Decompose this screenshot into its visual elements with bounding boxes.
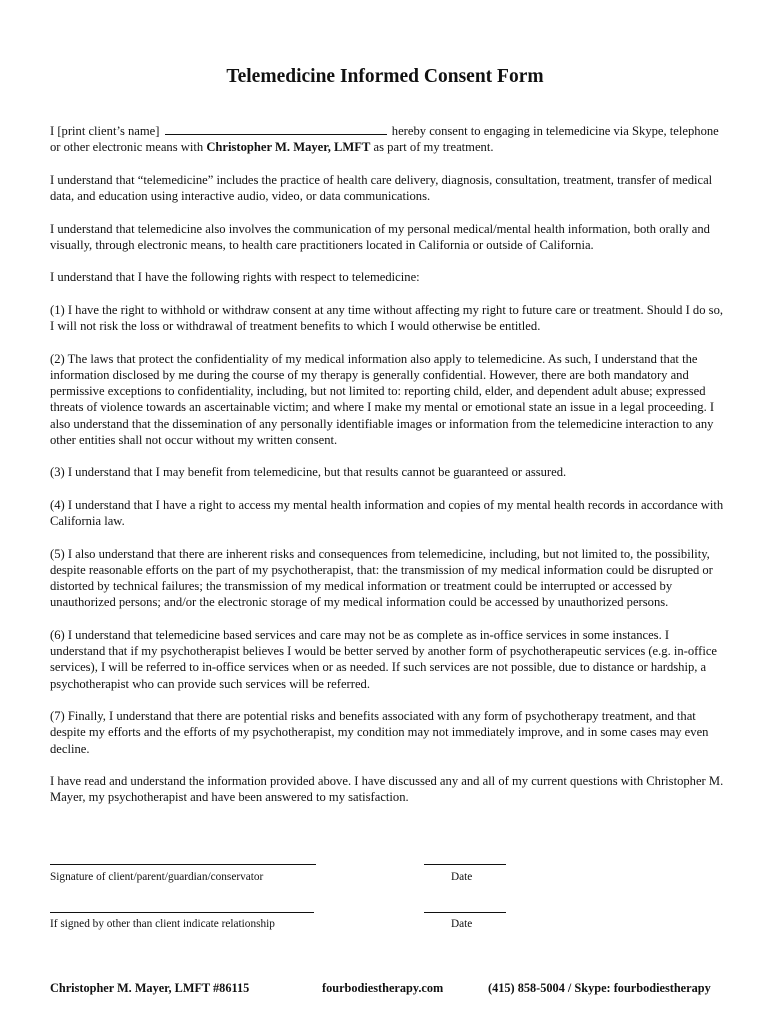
paragraph-rights-intro: I understand that I have the following rights with respect to telemedicine: <box>50 270 420 285</box>
relationship-label: If signed by other than client indicate relationship <box>50 918 275 930</box>
date-line-1[interactable] <box>424 864 506 865</box>
footer-therapist: Christopher M. Mayer, LMFT #86115 <box>50 981 250 995</box>
paragraph-right-4: (4) I understand that I have a right to access my mental health information and copies of my mental health records in accordance with California law. <box>50 497 724 529</box>
paragraph-telemedicine-definition: I understand that “telemedicine” includes the practice of health care delivery, diagnosis, consultation, treatment, transfer of medical data, and education using interactive audio, video, or data communications. <box>50 172 713 203</box>
intro-suffix-1: hereby consent to engaging in telemedicine via Skype, telephone or other electronic means with <box>50 124 719 155</box>
date-label-2: Date <box>451 918 473 930</box>
paragraph-right-1: (1) I have the right to withhold or withdraw consent at any time without affecting my right to future care or treatment. Should I do so, I will not risk the loss or withdrawal of treatment benefits to which I would otherwise be entitled. <box>50 302 724 334</box>
intro-suffix-2: as part of my treatment. <box>373 140 494 155</box>
paragraph-right-5: (5) I also understand that there are inherent risks and consequences from telemedicine, including, but not limited to, the possibility, despite reasonable efforts on the part of my psychotherapist, that: the transmission of my medical information could be disrupted or distorted by technical failures; the transmission of my medical information or treatment could be interrupted or accessed by unauthorized persons; and/or the electronic storage of my medical information could be accessed by unauthorized persons. <box>50 546 713 610</box>
client-name-field[interactable] <box>165 122 387 135</box>
client-signature-label: Signature of client/parent/guardian/conservator <box>50 871 264 883</box>
paragraph-communication: I understand that telemedicine also involves the communication of my personal medical/mental health information, both orally and visually, through electronic means, to health care practitioners located in California or outside of California. <box>50 221 710 252</box>
relationship-line[interactable] <box>50 912 314 913</box>
relationship-signature-row <box>50 912 730 936</box>
therapist-name: Christopher M. Mayer, LMFT <box>206 140 371 155</box>
date-line-2[interactable] <box>424 912 506 913</box>
paragraph-right-7: (7) Finally, I understand that there are potential risks and benefits associated with any form of psychotherapy treatment, and that despite my efforts and the efforts of my psychotherapist, my condition may not immediately improve, and in some cases may even decline. <box>50 709 709 756</box>
client-signature-row <box>50 864 730 888</box>
paragraph-right-3: (3) I understand that I may benefit from telemedicine, but that results cannot be guaranteed or assured. <box>50 465 567 480</box>
form-body <box>50 122 726 822</box>
paragraph-right-6: (6) I understand that telemedicine based services and care may not be as complete as in-office services in some instances. I understand that if my psychotherapist believes I would be better served by another form of psychotherapeutic services (e.g. in-office services), I will be referred to in-office services when or as needed. If such services are not possible, due to distance or hardship, a psychotherapist who can provide such services will be referred. <box>50 627 718 691</box>
paragraph-acknowledgement: I have read and understand the information provided above. I have discussed any and all of my current questions with Christopher M. Mayer, my psychotherapist and have been answered to my satisfaction. <box>50 774 724 805</box>
form-title: Telemedicine Informed Consent Form <box>226 66 544 87</box>
paragraph-right-2: (2) The laws that protect the confidentiality of my medical information also apply to telemedicine. As such, I understand that the information disclosed by me during the course of my therapy is generally confidential. However, there are both mandatory and permissive exceptions to confidentiality, including, but not limited to: reporting child, elder, and dependent adult abuse; expressed threats of violence towards an ascertainable victim; and where I make my mental or emotional state an issue in a legal proceeding. I also understand that the dissemination of any personally identifiable images or information from the telemedicine interaction to any other entities shall not occur without my written consent. <box>50 351 715 447</box>
footer-contact: (415) 858-5004 / Skype: fourbodiestherapy <box>488 981 711 995</box>
client-signature-line[interactable] <box>50 864 316 865</box>
intro-prefix: I [print client’s name] <box>50 124 160 138</box>
footer-website: fourbodiestherapy.com <box>322 981 444 995</box>
intro-paragraph <box>50 122 726 155</box>
date-label-1: Date <box>451 871 473 883</box>
